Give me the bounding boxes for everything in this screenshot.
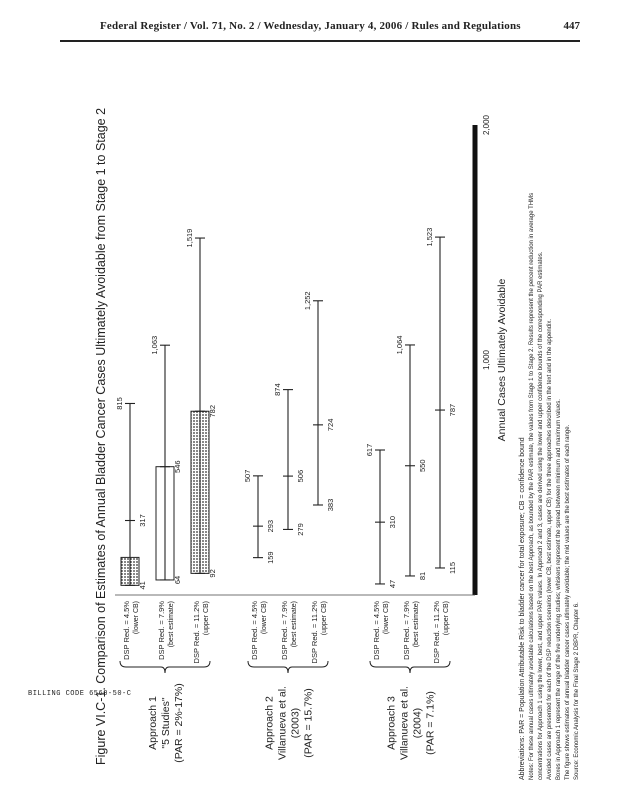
- group-label-line: (2003): [289, 707, 302, 739]
- low-value-label: 81: [418, 571, 427, 581]
- row-label: DSP Red. = 11.2%: [192, 601, 201, 664]
- group-label-line: Approach 3: [385, 696, 398, 750]
- high-value-label: 507: [243, 469, 252, 483]
- group-label-line: Villanueva et al.: [398, 686, 411, 760]
- footnote-line: Notes: For these annual cases ultimately avoidable calculations based on the best Approach, as bounded by the PAR estimate, the values from Stage 1 to Stage 2. Results represent the percent reduction in average THMs: [529, 192, 535, 780]
- mid-value-label: 782: [208, 404, 217, 418]
- row-sublabel: (upper CB): [443, 601, 450, 636]
- x-axis-label: Annual Cases Ultimately Avoidable: [496, 278, 508, 442]
- group-label-line: Approach 1: [147, 696, 159, 750]
- high-value-label: 1,252: [303, 291, 312, 311]
- x-tick-label: 1,000: [482, 349, 491, 371]
- mid-value-label: 724: [326, 418, 335, 432]
- row-label: DSP Red. = 7.9%: [157, 601, 166, 660]
- figure-title: Figure VI.C-1. Comparison of Estimates of Annual Bladder Cancer Cases Ultimately Avoidable from Stage 1 to Stage 2: [94, 107, 108, 765]
- row-sublabel: (upper CB): [203, 601, 210, 636]
- row-sublabel: (lower CB): [133, 601, 140, 635]
- footnote-line: The figure shows estimates of annual bladder cancer cases ultimately avoidable; the mid values are the best estimates of each range.: [565, 424, 571, 780]
- row-sublabel: (best estimate): [413, 601, 420, 648]
- group-label-line: "5 Studies": [160, 697, 172, 749]
- row-sublabel: (best estimate): [291, 601, 298, 648]
- footnote-line: concentrations for Approach 1 using the lower, best, and upper PAR values. In Approach 2 and 3, cases are derived using the lower and upper confidence bounds of the corresponding PAR estimates.: [538, 251, 544, 780]
- row-sublabel: (upper CB): [321, 601, 328, 636]
- group-label-line: Villanueva et al.: [276, 686, 289, 760]
- row-sublabel: (lower CB): [261, 601, 268, 635]
- low-value-label: 47: [388, 579, 397, 589]
- mid-value-label: 293: [266, 519, 275, 533]
- row-sublabel: (best estimate): [168, 601, 175, 648]
- group-label-line: (PAR = 7.1%): [424, 691, 437, 755]
- mid-value-label: 787: [448, 403, 457, 417]
- running-head: Federal Register / Vol. 71, No. 2 / Wednesday, January 4, 2006 / Rules and Regulations: [100, 20, 521, 32]
- low-value-label: 64: [173, 575, 182, 585]
- group-label-line: (PAR = 2%-17%): [173, 683, 185, 763]
- high-value-label: 874: [273, 383, 282, 396]
- mid-value-label: 546: [173, 460, 182, 473]
- high-value-label: 1,064: [395, 335, 404, 355]
- row-label: DSP Red. = 11.2%: [432, 601, 441, 664]
- group-label-line: Approach 2: [263, 696, 276, 750]
- footnote-line: Avoided cases are presented for each of the DSP reduction scenarios (lower CB, best estimate, upper CB) for the three approaches described in the text and in the appendix.: [547, 318, 553, 780]
- row-label: DSP Red. = 4.5%: [122, 601, 131, 660]
- mid-value-label: 550: [418, 459, 427, 473]
- group-label-line: (PAR = 15.7%): [302, 688, 315, 758]
- row-label: DSP Red. = 7.9%: [402, 601, 411, 660]
- mid-value-label: 310: [388, 515, 397, 529]
- page-number: 447: [563, 20, 580, 32]
- mid-value-label: 506: [296, 469, 305, 483]
- row-label: DSP Red. = 4.5%: [250, 601, 259, 660]
- x-tick-label: 2,000: [482, 114, 491, 136]
- low-value-label: 92: [208, 569, 217, 578]
- high-value-label: 617: [365, 443, 374, 457]
- low-value-label: 279: [296, 523, 305, 536]
- high-value-label: 1,063: [150, 335, 159, 355]
- low-value-label: 383: [326, 498, 335, 512]
- high-value-label: 1,523: [425, 227, 434, 247]
- footnote-line: Source: Economic Analysis for the Final Stage 2 DBPR, Chapter 6.: [574, 602, 580, 780]
- billing-code: BILLING CODE 6560-50-C: [28, 690, 132, 698]
- row-sublabel: (lower CB): [383, 601, 390, 635]
- abbreviations-note: Abbreviations: PAR = Population Attributable Risk to bladder cancer for total exposure; CB = confidence bound: [519, 437, 526, 780]
- low-value-label: 159: [266, 551, 275, 564]
- high-value-label: 815: [115, 397, 124, 410]
- row-label: DSP Red. = 4.5%: [372, 601, 381, 660]
- low-value-label: 41: [138, 581, 147, 590]
- group-label-line: (2004): [411, 707, 424, 739]
- footnote-line: Boxes in Approach 1 represent the range of the five underlying studies; whiskers represent the spread between minimum and maximum values.: [556, 399, 562, 780]
- row-label: DSP Red. = 11.2%: [310, 601, 319, 664]
- high-value-label: 1,519: [185, 228, 194, 248]
- mid-value-label: 317: [138, 514, 147, 527]
- row-label: DSP Red. = 7.9%: [280, 601, 289, 660]
- low-value-label: 115: [448, 561, 457, 574]
